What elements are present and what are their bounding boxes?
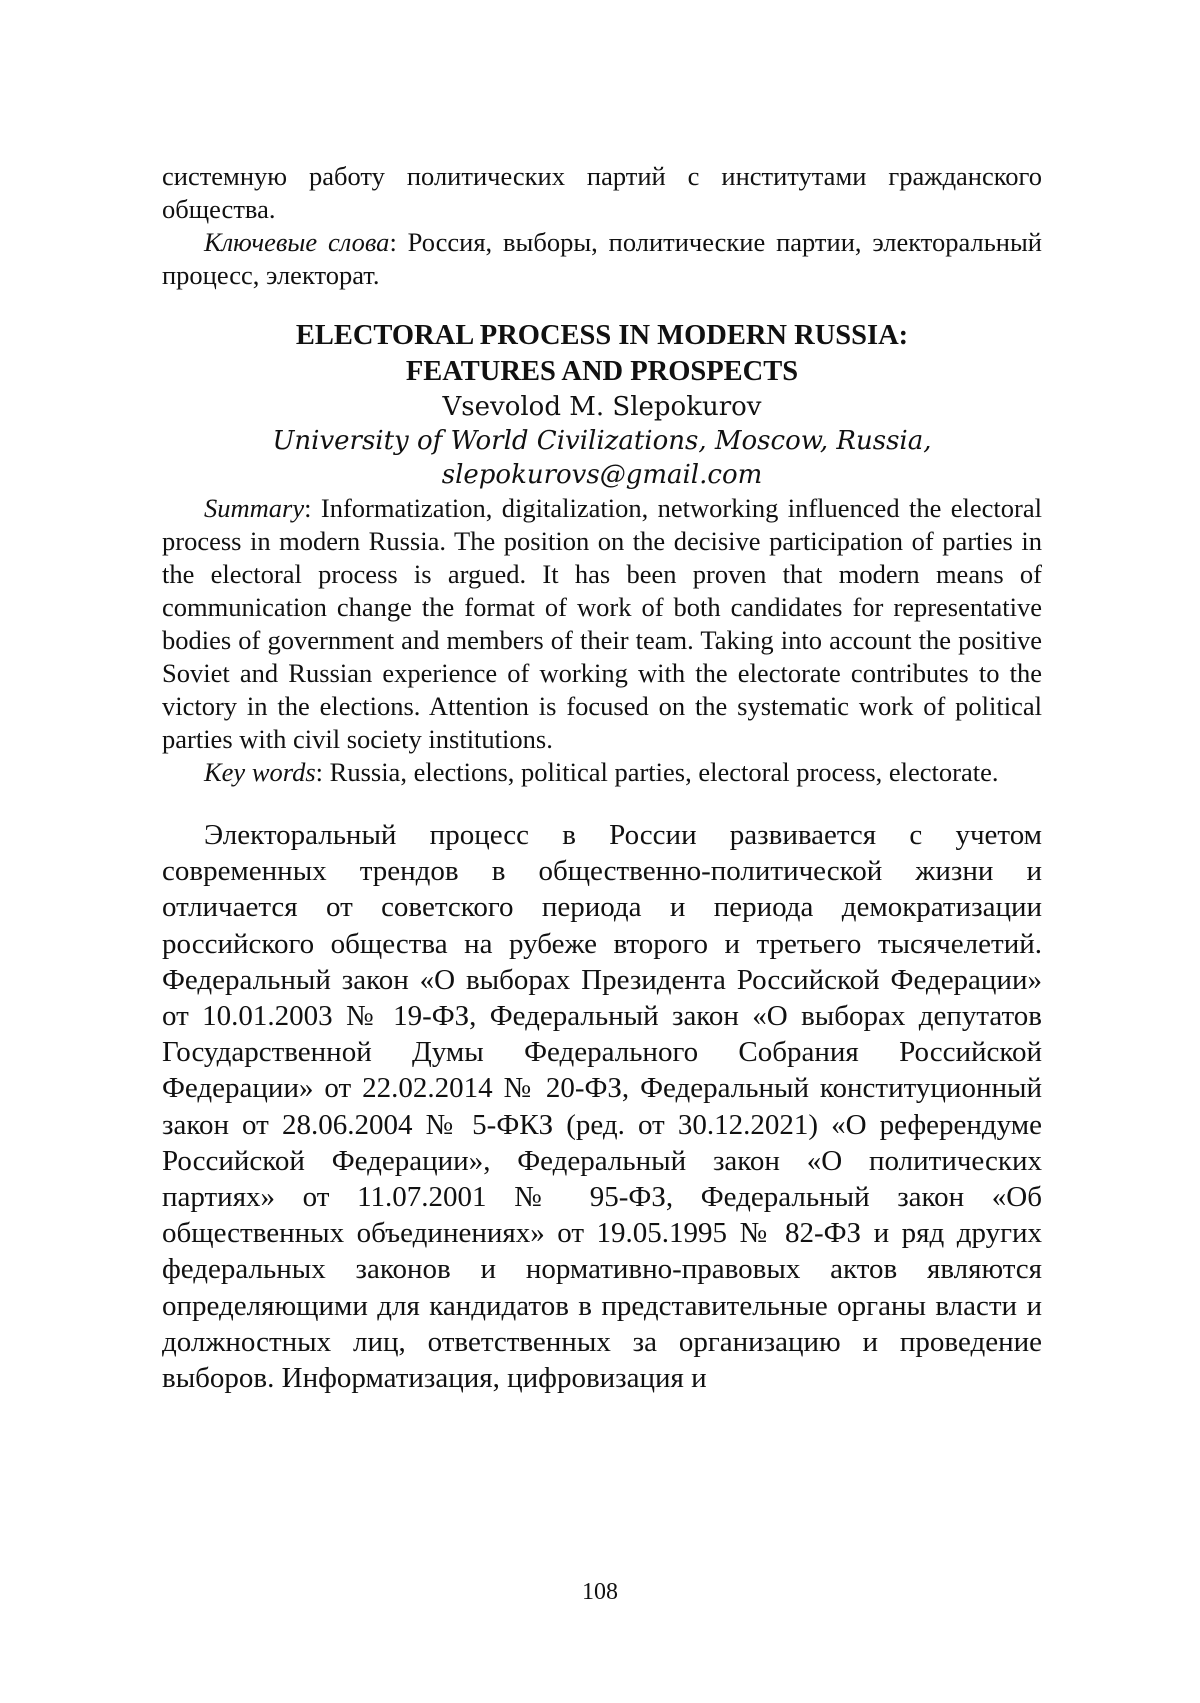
summary-label: Summary <box>204 493 305 523</box>
section-spacer <box>162 789 1042 817</box>
ru-abstract-tail: системную работу политических партий с институтами гражданского общества. <box>162 161 1042 224</box>
author-affiliation: University of World Civilizations, Moscow, Russia, <box>272 426 932 456</box>
ru-keywords-text: : Россия, выборы, политические партии, электоральный процесс, электорат. <box>162 227 1042 290</box>
summary-text: : Informatization, digitalization, networking influenced the electoral process in modern Russia. The position on the decisive participation of parties in the electoral process is argued. It has been proven that modern means of communication change the format of work of both candidates for representative bodies of government and members of their team. Taking into account the positive Soviet and Russian experience of working with the electorate contributes to the victory in the elections. Attention is focused on the systematic work of political parties with civil society institutions. <box>162 493 1042 754</box>
author-name: Vsevolod M. Slepokurov <box>442 392 762 422</box>
key-words-label: Key words <box>204 757 316 787</box>
page-content <box>162 160 1042 1396</box>
article-title-line-2: FEATURES AND PROSPECTS <box>405 356 799 387</box>
ru-keywords-label: Ключевые слова <box>204 227 390 257</box>
ru-keywords <box>162 226 1042 292</box>
key-words-text: : Russia, elections, political parties, electoral process, electorate. <box>315 757 999 787</box>
body-paragraph: Электоральный процесс в России развивается с учетом современных трендов в общественно-политической жизни и отличается от советского периода и периода демократизации российского общества на рубеже второго и третьего тысячелетий. Федеральный закон «О выборах Президента Российской Федерации» от 10.01.2003 № 19-ФЗ, Федеральный закон «О выборах депутатов Государственной Думы Федерального Собрания Российской Федерации» от 22.02.2014 № 20-ФЗ, Федеральный конституционный закон от 28.06.2004 № 5-ФКЗ (ред. от 30.12.2021) «О референдуме Российской Федерации», Федеральный закон «О политических партиях» от 11.07.2001 № 95-ФЗ, Федеральный закон «Об общественных объединениях» от 19.05.1995 № 82-ФЗ и ряд других федеральных законов и нормативно-правовых актов являются определяющими для кандидатов в представительные органы власти и должностных лиц, ответственных за организацию и проведение выборов. Информатизация, цифровизация и <box>162 819 1042 1395</box>
author-email: slepokurovs@gmail.com <box>441 460 763 490</box>
page-number: 108 <box>582 1579 618 1605</box>
article-title <box>162 318 1042 390</box>
summary <box>162 492 1042 756</box>
key-words <box>162 756 1042 789</box>
article-title-line-1: ELECTORAL PROCESS IN MODERN RUSSIA: <box>295 320 909 351</box>
